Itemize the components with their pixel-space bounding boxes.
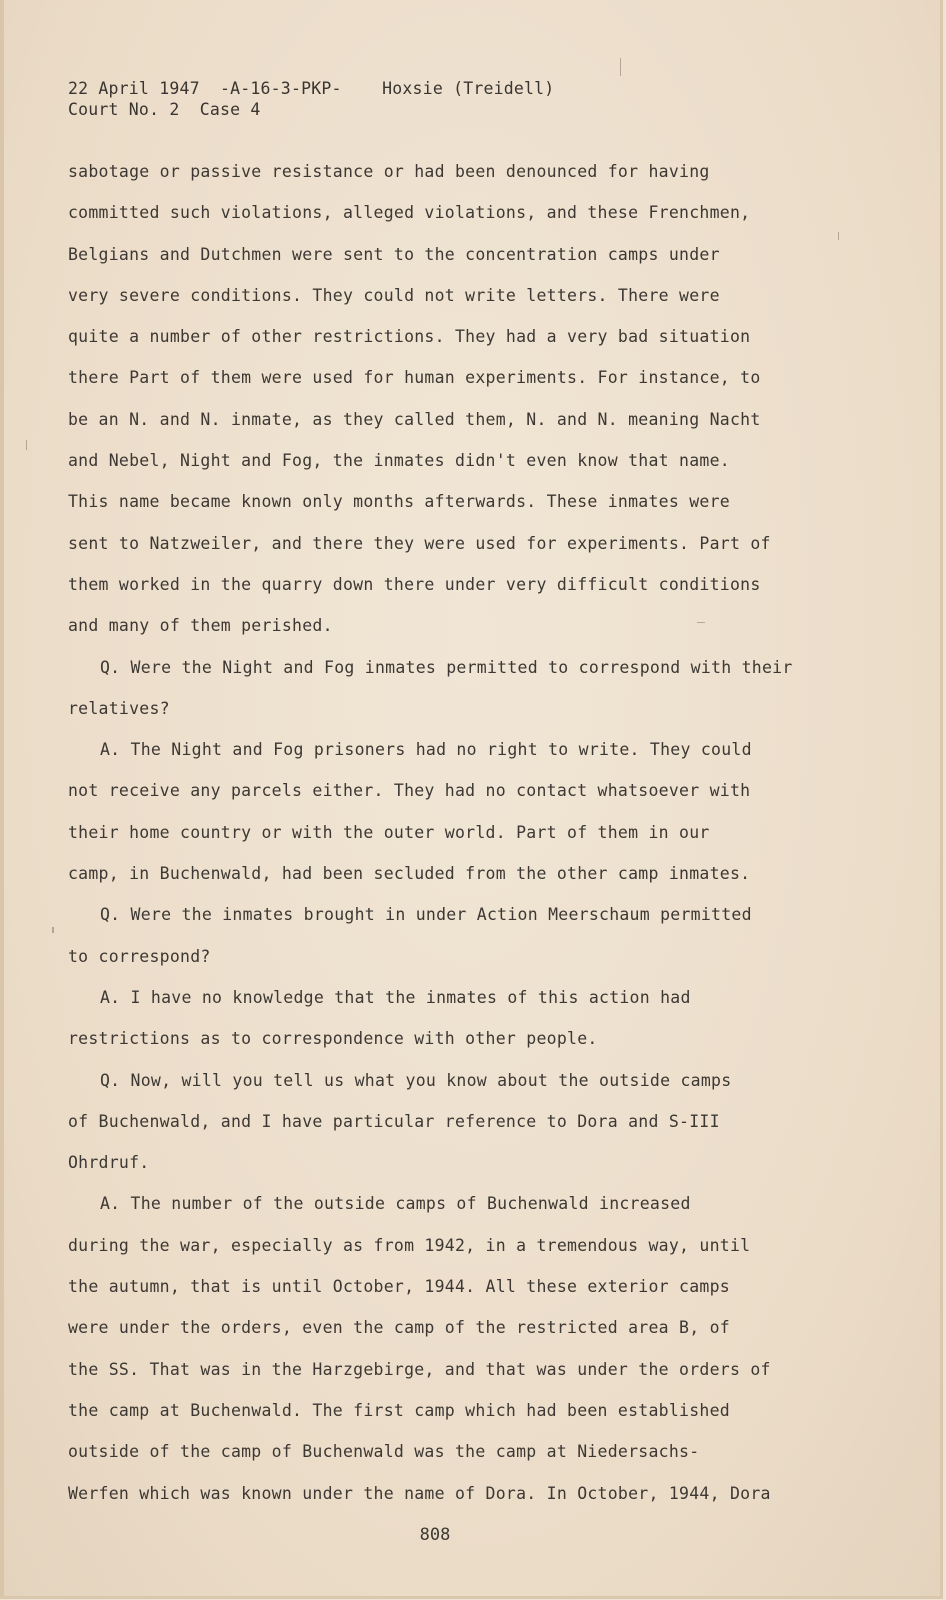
transcript-line: Ohrdruf.	[68, 1153, 150, 1173]
transcript-line: the autumn, that is until October, 1944. All these exterior camps	[68, 1277, 730, 1297]
transcript-line: outside of the camp of Buchenwald was the camp at Niedersachs-	[68, 1442, 700, 1462]
header-court-case: Court No. 2 Case 4	[68, 100, 261, 119]
transcript-line: committed such violations, alleged violations, and these Frenchmen,	[68, 203, 751, 223]
transcript-line: sabotage or passive resistance or had been denounced for having	[68, 162, 710, 181]
transcript-line: during the war, especially as from 1942, in a tremendous way, until	[68, 1235, 751, 1255]
transcript-line: restrictions as to correspondence with other people.	[68, 1029, 598, 1049]
transcript-line: and many of them perished.	[68, 616, 333, 636]
transcript-line: the camp at Buchenwald. The first camp which had been established	[68, 1400, 730, 1420]
transcript-line: relatives?	[68, 698, 170, 718]
document-header	[68, 78, 554, 120]
transcript-line: and Nebel, Night and Fog, the inmates didn't even know that name.	[68, 451, 730, 471]
transcript-line: This name became known only months afterwards. These inmates were	[68, 492, 730, 512]
question-line: Q. Were the inmates brought in under Action Meerschaum permitted	[100, 905, 752, 925]
answer-line: A. I have no knowledge that the inmates of this action had	[100, 987, 691, 1007]
answer-line: A. The number of the outside camps of Buchenwald increased	[100, 1194, 691, 1214]
header-date-reference: 22 April 1947 -A-16-3-PKP- Hoxsie (Treidell)	[68, 79, 555, 98]
transcript-line: Werfen which was known under the name of Dora. In October, 1944, Dora	[68, 1483, 771, 1503]
question-line: Q. Were the Night and Fog inmates permitted to correspond with their	[100, 657, 793, 677]
transcript-line: very severe conditions. They could not write letters. There were	[68, 285, 720, 305]
transcript-line: Belgians and Dutchmen were sent to the concentration camps under	[68, 244, 720, 264]
paper-speck	[26, 440, 27, 450]
transcript-line: be an N. and N. inmate, as they called them, N. and N. meaning Nacht	[68, 409, 761, 429]
transcript-line: sent to Natzweiler, and there they were used for experiments. Part of	[68, 533, 771, 553]
question-line: Q. Now, will you tell us what you know about the outside camps	[100, 1070, 732, 1090]
transcript-line: them worked in the quarry down there under very difficult conditions	[68, 574, 761, 594]
transcript-line: the SS. That was in the Harzgebirge, and that was under the orders of	[68, 1359, 771, 1379]
paper-speck	[838, 232, 839, 240]
page-number: 808	[419, 1525, 451, 1545]
transcript-body	[68, 160, 908, 1523]
transcript-line: their home country or with the outer world. Part of them in our	[68, 822, 710, 842]
transcript-line: quite a number of other restrictions. They had a very bad situation	[68, 327, 751, 347]
transcript-line: not receive any parcels either. They had no contact whatsoever with	[68, 781, 751, 801]
transcript-line: of Buchenwald, and I have particular reference to Dora and S-III	[68, 1111, 720, 1131]
paper-speck	[697, 622, 705, 623]
transcript-line: to correspond?	[68, 946, 211, 966]
transcript-line: were under the orders, even the camp of the restricted area B, of	[68, 1318, 730, 1338]
transcript-line: there Part of them were used for human experiments. For instance, to	[68, 368, 761, 388]
answer-line: A. The Night and Fog prisoners had no right to write. They could	[100, 740, 752, 760]
paper-speck	[52, 927, 54, 933]
paper-speck	[620, 58, 621, 76]
transcript-line: camp, in Buchenwald, had been secluded from the other camp inmates.	[68, 864, 751, 884]
